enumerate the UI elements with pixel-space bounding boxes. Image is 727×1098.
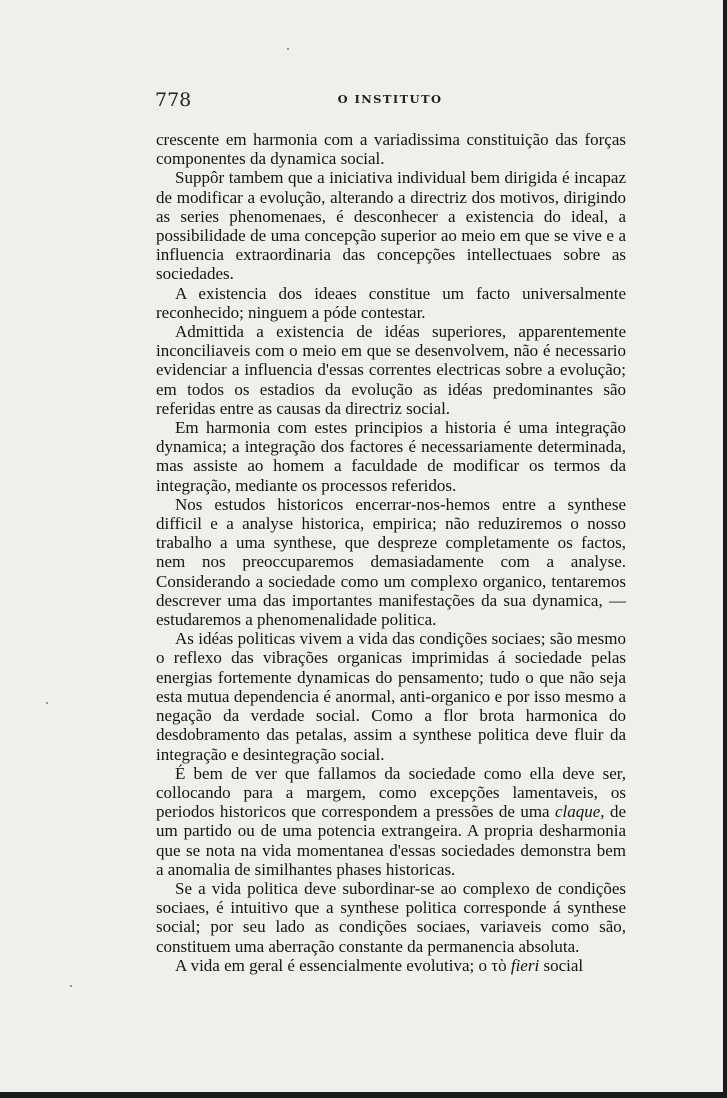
paragraph-8-text-end: de um partido ou de uma potencia extrangeira. A propria desharmonia que se nota na vida momentanea d'essas sociedades demonstra bem a anomalia de similhantes phases historicas. (156, 802, 626, 879)
paragraph-3: A existencia dos ideaes constitue um facto universalmente reconhecido; ninguem a póde contestar. (156, 283, 626, 322)
scan-speck (70, 985, 72, 987)
running-head: O INSTITUTO (337, 92, 443, 106)
paragraph-10-italic-word: fieri (510, 955, 540, 975)
paragraph-2: Suppôr tambem que a iniciativa individual bem dirigida é incapaz de modificar a evolução, alterando a directriz dos motivos, dirigindo as series phenomenaes, é desconhecer a existencia do ideal, a possibilidade de uma concepção superior ao meio em que se vive e a influencia extraordinaria das concepções intellectuaes sobre as sociedades. (156, 168, 626, 284)
scan-speck (46, 702, 48, 704)
page-number: 778 (155, 89, 192, 111)
paragraph-8-text-start: É bem de ver que fallamos da sociedade como ella deve ser, collocando para a margem, como excepções lamentaveis, os periodos historicos que correspondem a pressões de uma (156, 763, 626, 822)
paragraph-1: crescente em harmonia com a variadissima constituição das forças componentes da dynamica social. (156, 130, 626, 169)
paragraph-7: As idéas politicas vivem a vida das condições sociaes; são mesmo o reflexo das vibrações organicas imprimidas á sociedade pelas energias fortemente dynamicas do pensamento; tudo o que não seja esta mutua dependencia é anormal, anti-organico e por isso mesmo a negação da verdade social. Como a flor brota harmonica do desdobramento das petalas, assim a synthese politica deve fluir da integração e desintegração social. (156, 629, 626, 764)
paragraph-9: Se a vida politica deve subordinar-se ao complexo de condições sociaes, é intuitivo que a synthese politica corresponde á synthese social; por seu lado as condições sociaes, variaveis como são, constituem uma aberração constante da permanencia absoluta. (156, 878, 626, 956)
paragraph-4: Admittida a existencia de idéas superiores, apparentemente inconciliaveis com o meio em que se desenvolvem, não é necessario evidenciar a influencia d'essas correntes electricas sobre a evolução; em todos os estadios da evolução as idéas predominantes são referidas entre as causas da directriz social. (156, 322, 626, 418)
scan-edge-bottom (0, 1092, 727, 1098)
paragraph-10-text-start: A vida em geral é essencialmente evolutiva; o τὸ (175, 955, 511, 975)
scan-edge-right (723, 0, 727, 1098)
paragraph-10-text-end: social (539, 955, 584, 975)
paragraph-8 (156, 764, 626, 879)
paragraph-8-italic-word: claque, (554, 802, 605, 822)
paragraph-5: Em harmonia com estes principios a historia é uma integração dynamica; a integração dos factores é necessariamente determinada, mas assiste ao homem a faculdade de modificar os termos da integração, mediante os processos referidos. (156, 418, 626, 495)
scan-speck (287, 48, 289, 50)
paragraph-10 (156, 956, 626, 975)
page-header (155, 88, 625, 112)
body-text (156, 130, 626, 975)
paragraph-6: Nos estudos historicos encerrar-nos-hemos entre a synthese difficil e a analyse historica, empirica; não reduziremos o nosso trabalho a uma synthese, que despreze completamente os factos, nem nos preoccuparemos demasiadamente com a analyse. Considerando a sociedade como um complexo organico, tentaremos descrever uma das importantes manifestações da sua dynamica, —estudaremos a phenomenalidade politica. (156, 494, 626, 630)
